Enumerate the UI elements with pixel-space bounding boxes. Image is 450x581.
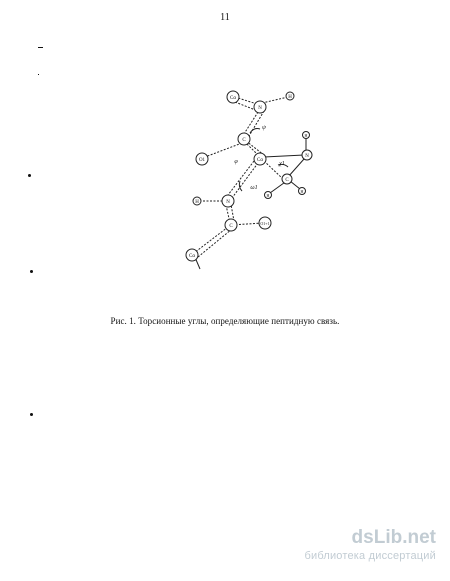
atom-label: O1 [198,158,206,163]
scan-mark-bullet [30,270,33,273]
atom-label: H [288,95,292,100]
atom-label: C [285,178,289,183]
atom-label: O1+1 [260,221,270,226]
bond [290,181,300,189]
atom-label: N [305,154,309,159]
atom-label: H [300,189,304,194]
atom-label: Cα [230,96,236,101]
atom-label: Cα [189,254,195,259]
atom-label: C [242,138,246,143]
scan-mark-dash [38,47,43,48]
bond [262,97,288,103]
atom-label: H [266,193,270,198]
scan-mark-bullet [30,413,33,416]
atom-label: Cα [257,158,263,163]
angle-label: φ [234,159,238,165]
bond [288,159,304,177]
peptide-bond-diagram [180,85,330,280]
bond [205,143,242,157]
angle-label: ψ [262,125,266,131]
figure-caption: Рис. 1. Торсионные углы, определяющие пептидную связь. [110,316,340,326]
atom-label: H [304,133,308,138]
angle-label: ω1 [250,185,258,191]
watermark [246,528,436,562]
bond [194,227,228,253]
atom-label: H [195,200,199,205]
page-number: 11 [220,12,230,23]
bond [264,155,304,157]
watermark-logo: dsLib.net [351,527,436,548]
bond [232,163,258,198]
angle-label: χ1 [279,161,285,167]
scan-mark-dot [38,74,39,75]
atom-label: N [226,200,230,205]
scan-mark-bullet [28,174,31,177]
bond [198,229,232,257]
atom-label: C [229,224,233,229]
atom-label: N [258,106,262,111]
watermark-subtitle: библиотека диссертаций [304,550,436,562]
